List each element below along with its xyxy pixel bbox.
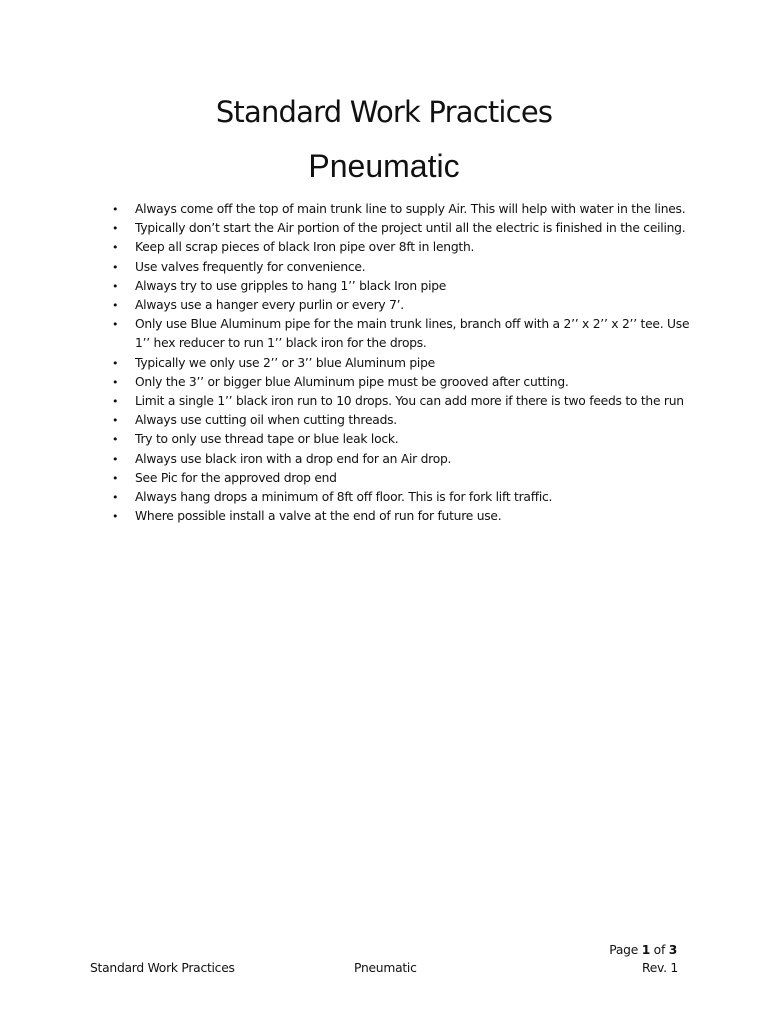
bullet-icon: • (112, 452, 119, 466)
list-item-text: Keep all scrap pieces of black Iron pipe over 8ft in length. (135, 240, 475, 255)
page-total: 3 (668, 943, 677, 957)
bullet-icon: • (112, 279, 119, 293)
list-item-text: Always hang drops a minimum of 8ft off floor. This is for fork lift traffic. (135, 490, 553, 505)
page-prefix: Page (609, 943, 642, 957)
list-item (112, 411, 692, 430)
bullet-icon: • (112, 471, 119, 485)
list-item (112, 373, 692, 392)
bullet-icon: • (112, 510, 119, 524)
bullet-icon: • (112, 299, 119, 313)
list-item-text: Always use black iron with a drop end for an Air drop. (135, 451, 452, 466)
list-item (112, 469, 692, 488)
list-item-text: Where possible install a valve at the end of run for future use. (135, 509, 502, 524)
bullet-icon: • (112, 433, 119, 447)
footer-center-text: Pneumatic (354, 961, 417, 975)
list-item-text: Use valves frequently for convenience. (135, 259, 366, 274)
list-item (112, 450, 692, 469)
bullet-icon: • (112, 222, 119, 236)
practices-list (112, 200, 692, 526)
list-item (112, 315, 692, 353)
bullet-icon: • (112, 203, 119, 216)
bullet-icon: • (112, 318, 119, 332)
list-item (112, 488, 692, 507)
footer-revision: Rev. 1 (641, 961, 678, 975)
list-item-text: Always come off the top of main trunk line to supply Air. This will help with water in the lines. (135, 202, 686, 216)
list-item-text: See Pic for the approved drop end (135, 470, 337, 485)
bullet-icon: • (112, 241, 119, 255)
bullet-icon: • (112, 375, 119, 389)
page-number (609, 943, 677, 957)
page-current: 1 (641, 943, 651, 957)
list-item (112, 238, 692, 257)
list-item-text: Only use Blue Aluminum pipe for the main trunk lines, branch off with a 2’’ x 2’’ x 2’’ tee. Use 1’’ hex reducer to run 1’’ black iron for the drops. (135, 317, 690, 351)
list-item (112, 277, 692, 296)
bullet-icon: • (112, 395, 119, 409)
list-item (112, 507, 692, 526)
bullet-icon: • (112, 356, 119, 370)
list-item-text: Try to only use thread tape or blue leak lock. (135, 432, 399, 447)
bullet-icon: • (112, 491, 119, 505)
list-item (112, 200, 692, 219)
list-item (112, 392, 692, 411)
document-subtitle: Pneumatic (308, 148, 460, 184)
list-item-text: Always try to use gripples to hang 1’’ black Iron pipe (135, 278, 447, 293)
footer-left-text: Standard Work Practices (90, 961, 235, 975)
list-item-text: Always use a hanger every purlin or every 7’. (135, 298, 404, 313)
page-of: of (650, 943, 669, 957)
list-item (112, 430, 692, 449)
list-item-text: Typically we only use 2’’ or 3’’ blue Aluminum pipe (135, 355, 435, 370)
list-item-text: Typically don’t start the Air portion of the project until all the electric is finished in the ceiling. (135, 221, 686, 236)
list-item (112, 219, 692, 238)
bullet-icon: • (112, 414, 119, 428)
list-item (112, 354, 692, 373)
document-title: Standard Work Practices (215, 95, 553, 129)
bullet-icon: • (112, 260, 119, 274)
list-item (112, 258, 692, 277)
list-item-text: Always use cutting oil when cutting threads. (135, 413, 397, 428)
list-item-text: Only the 3’’ or bigger blue Aluminum pipe must be grooved after cutting. (135, 374, 569, 389)
list-item (112, 296, 692, 315)
list-item-text: Limit a single 1’’ black iron run to 10 drops. You can add more if there is two feeds to the run (135, 394, 684, 409)
